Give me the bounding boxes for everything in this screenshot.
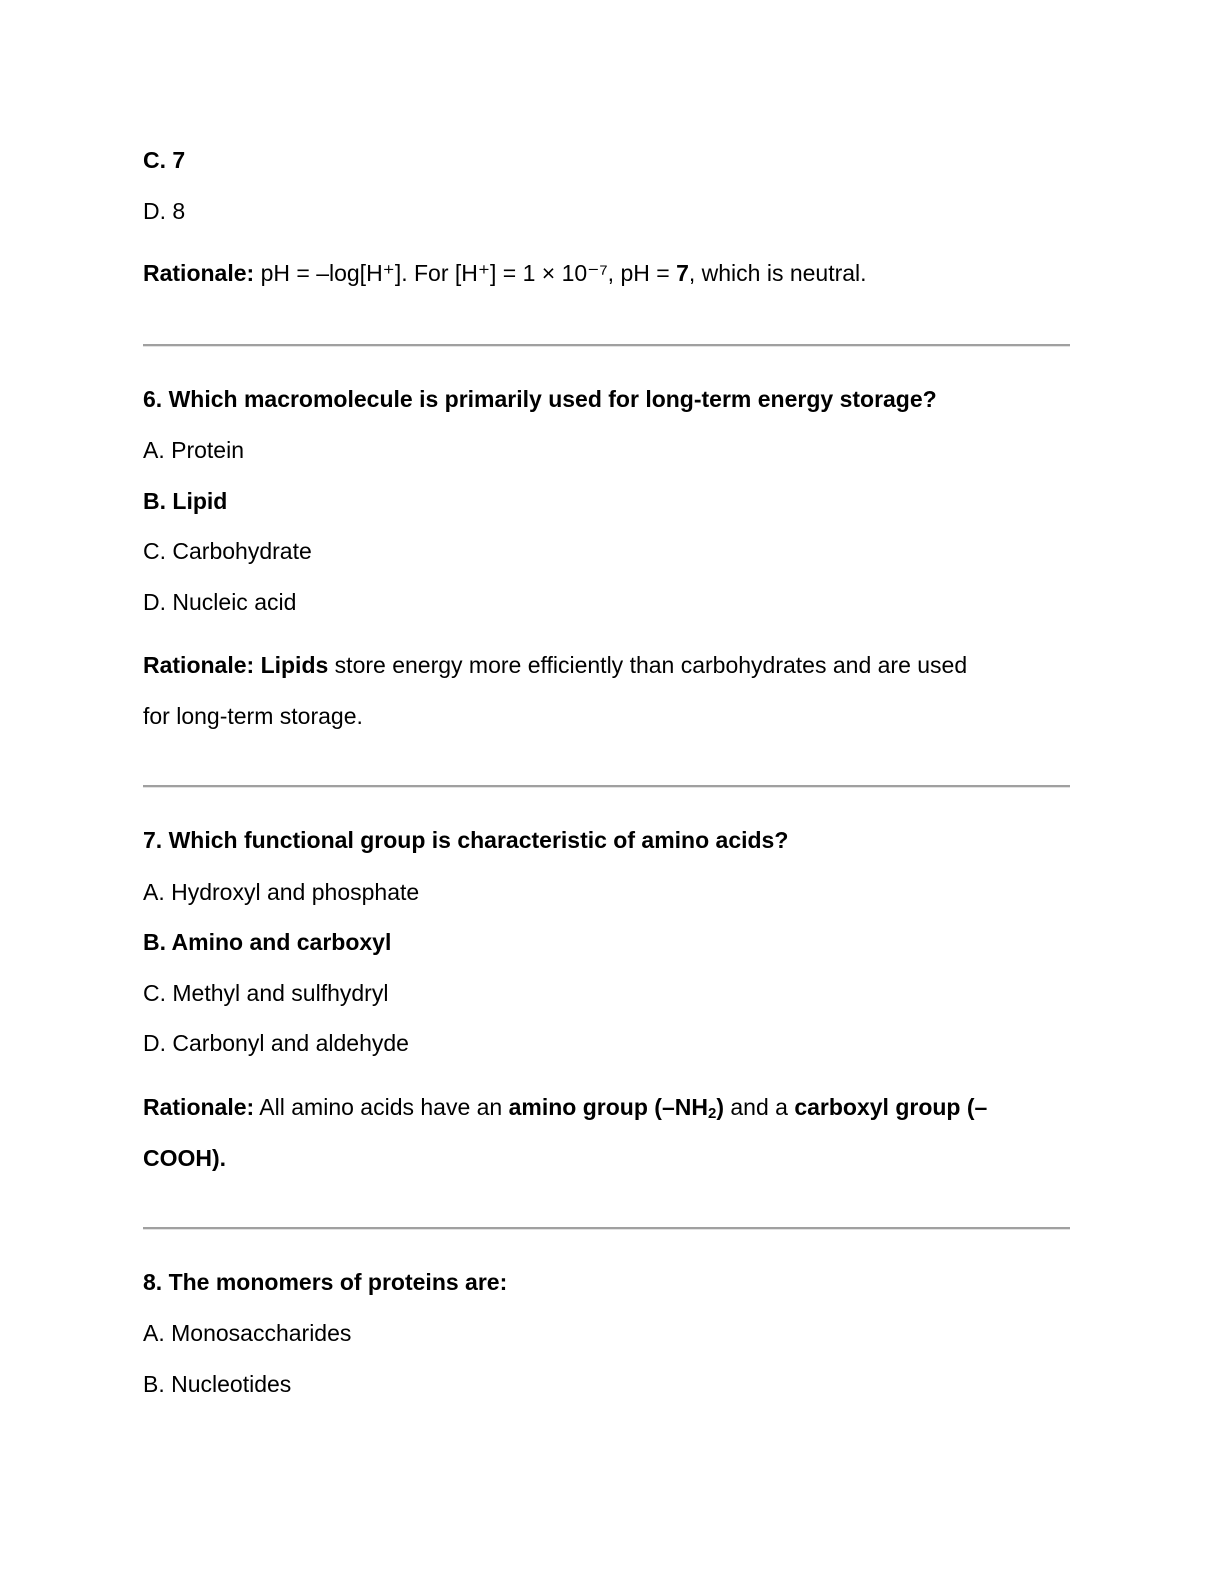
q7-option-d: D. Carbonyl and aldehyde: [143, 1030, 409, 1056]
rationale-label: Rationale:: [143, 1094, 255, 1120]
q7-option-c: C. Methyl and sulfhydryl: [143, 980, 389, 1006]
q5-rationale: [143, 258, 867, 288]
q6-rationale-line2: for long-term storage.: [143, 703, 363, 729]
rationale-label: Rationale: Lipids: [143, 652, 329, 678]
section-divider: [143, 785, 1070, 788]
q6-option-a: A. Protein: [143, 437, 244, 463]
rationale-text: , which is neutral.: [688, 260, 867, 286]
q7-option-b-correct: B. Amino and carboxyl: [143, 929, 392, 955]
q8-option-b: B. Nucleotides: [143, 1371, 292, 1397]
q7-rationale-line2: COOH).: [143, 1145, 227, 1171]
rationale-text: pH = –log[H⁺]. For [H⁺] = 1 × 10⁻⁷, pH =: [254, 260, 677, 286]
q6-option-d: D. Nucleic acid: [143, 589, 297, 615]
rationale-text: All amino acids have an: [254, 1094, 509, 1120]
q7-question: 7. Which functional group is characteristic of amino acids?: [143, 827, 789, 853]
q5-option-c-correct: C. 7: [143, 147, 186, 173]
q5-option-d: D. 8: [143, 198, 186, 224]
rationale-term-carboxyl: carboxyl group (–: [794, 1094, 988, 1120]
rationale-answer: 7: [676, 260, 689, 286]
section-divider: [143, 344, 1070, 347]
section-divider: [143, 1227, 1070, 1230]
rationale-label: Rationale:: [143, 260, 255, 286]
q6-question: 6. Which macromolecule is primarily used for long-term energy storage?: [143, 386, 937, 412]
q8-question: 8. The monomers of proteins are:: [143, 1269, 508, 1295]
q8-option-a: A. Monosaccharides: [143, 1320, 352, 1346]
q6-option-b-correct: B. Lipid: [143, 488, 228, 514]
q7-rationale: [143, 1092, 987, 1122]
q7-option-a: A. Hydroxyl and phosphate: [143, 879, 420, 905]
rationale-term-amino: amino group $(-NH_2)$: [508, 1094, 724, 1122]
rationale-text: and a: [723, 1094, 795, 1120]
rationale-text: store energy more efficiently than carbohydrates and are used: [328, 652, 968, 678]
q6-option-c: C. Carbohydrate: [143, 538, 312, 564]
q6-rationale: [143, 650, 967, 680]
